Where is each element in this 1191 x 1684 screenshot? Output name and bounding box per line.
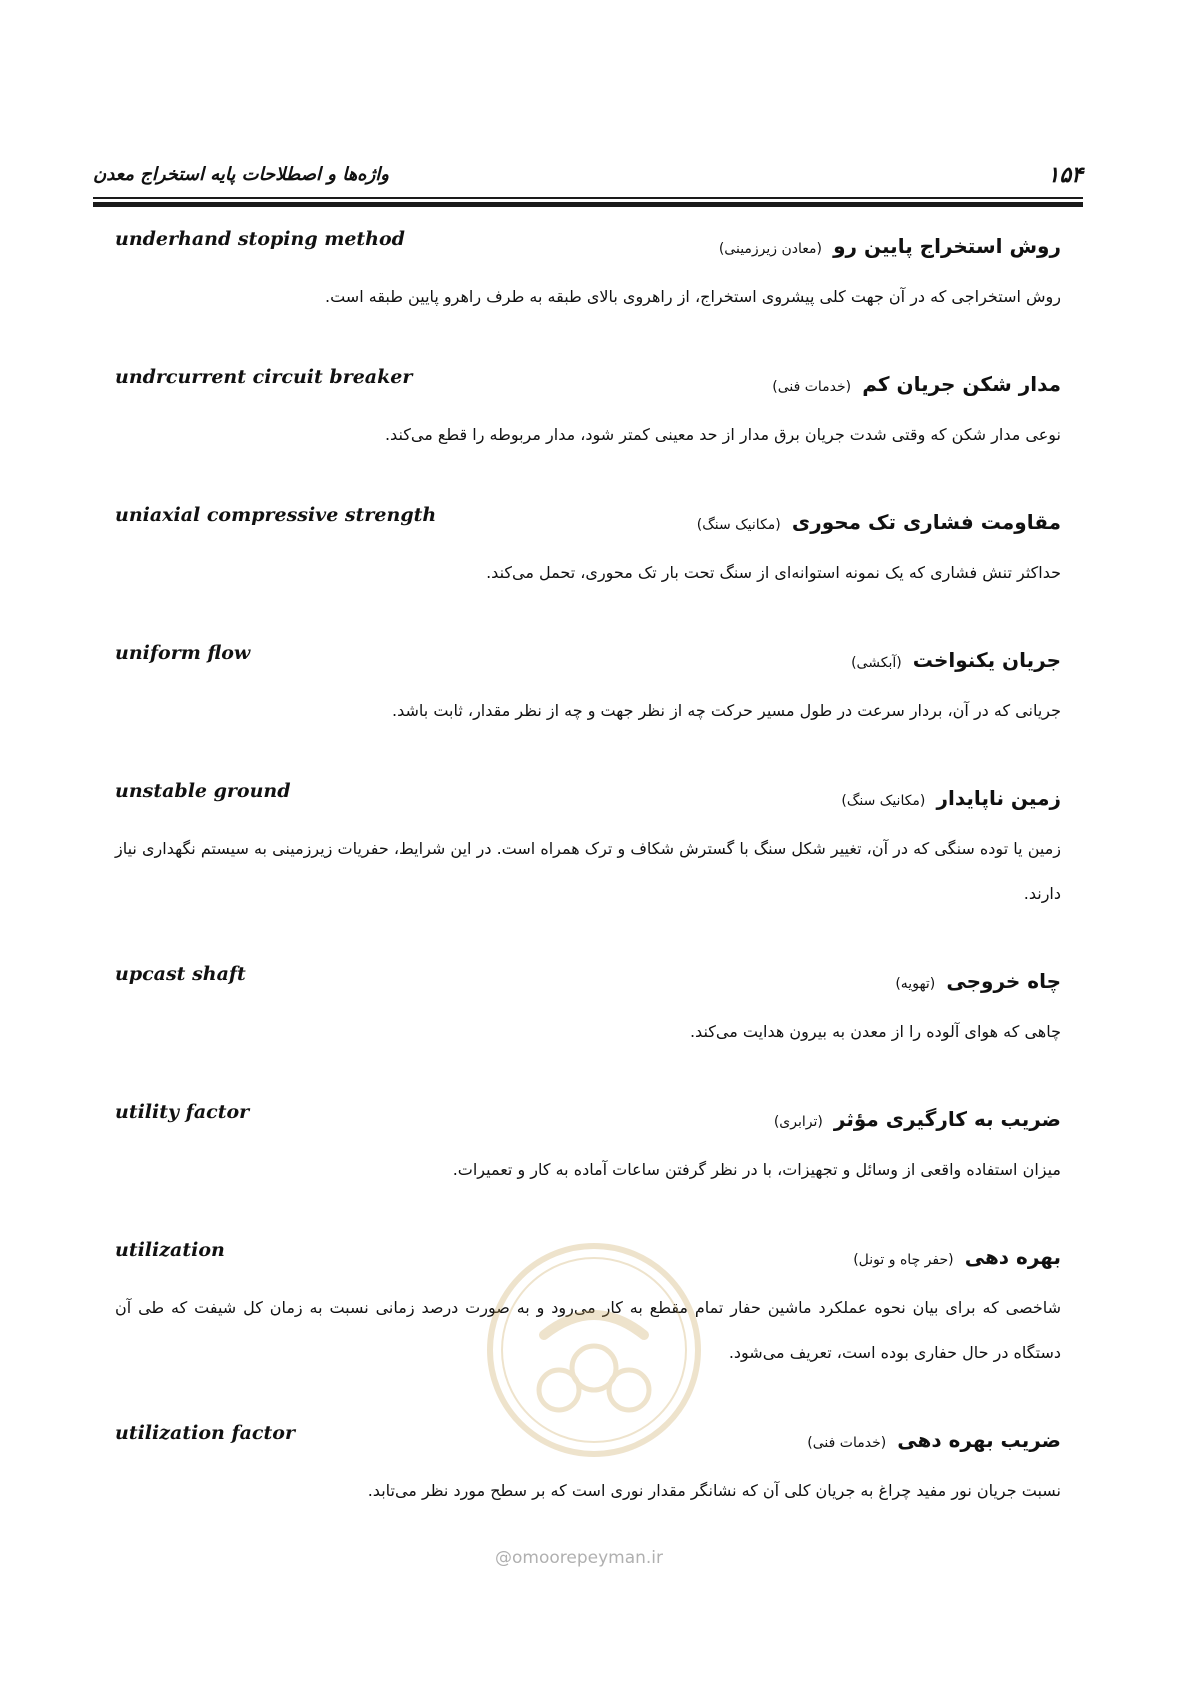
- entry-persian-term: ضریب به کارگیری مؤثر: [833, 1107, 1061, 1131]
- entry-definition: نوعی مدار شکن که وقتی شدت جریان برق مدار از حد معینی کمتر شود، مدار مربوطه را قطع می‌کند.: [384, 425, 1061, 444]
- entry-english-term: uniform flow: [115, 642, 251, 664]
- entry-definition: میزان استفاده واقعی از وسائل و تجهیزات، با در نظر گرفتن ساعات آماده به کار و تعمیرات.: [452, 1160, 1061, 1179]
- entry-english-term: upcast shaft: [115, 963, 246, 985]
- entry-heading: [774, 1107, 1061, 1131]
- entry-english-term: underhand stoping method: [115, 228, 405, 250]
- entry-heading: [853, 1245, 1061, 1269]
- entry-field-label: (تهویه): [895, 976, 936, 992]
- entry-field-label: (حفر چاه و تونل): [853, 1252, 954, 1268]
- entry-persian-term: ضریب بهره دهی: [897, 1428, 1061, 1452]
- page-number: ۱۵۴: [1047, 162, 1083, 188]
- entry-definition: روش استخراجی که در آن جهت کلی پیشروی استخراج، از راهروی بالای طبقه به طرف راهرو پایین طبقه است.: [325, 287, 1061, 306]
- running-title: واژه‌ها و اصطلاحات پایه استخراج معدن: [93, 164, 389, 185]
- entry-definition: جریانی که در آن، بردار سرعت در طول مسیر حرکت چه از نظر جهت و چه از نظر مقدار، ثابت باشد.: [392, 701, 1061, 720]
- entry-definition: حداکثر تنش فشاری که یک نمونه استوانه‌ای از سنگ تحت بار تک محوری، تحمل می‌کند.: [486, 563, 1061, 582]
- entry-heading: [719, 234, 1061, 258]
- entry-persian-term: چاه خروجی: [946, 969, 1061, 993]
- entry-field-label: (معادن زیرزمینی): [718, 241, 823, 257]
- entry-persian-term: بهره دهی: [964, 1245, 1061, 1269]
- entry-heading: [772, 372, 1061, 396]
- entry-field-label: (مکانیک سنگ): [841, 793, 926, 809]
- entry-definition: زمین یا توده سنگی که در آن، تغییر شکل سنگ با گسترش شکاف و ترک همراه است. در این شرایط، حفریات زیرزمینی به سیستم نگهداری نیاز دارند.: [115, 839, 1061, 903]
- entry-english-term: utilization factor: [115, 1422, 295, 1444]
- entry-heading: [697, 510, 1061, 534]
- page-header: [93, 158, 1083, 216]
- entry-persian-term: زمین ناپایدار: [936, 786, 1061, 810]
- entry-heading: [841, 786, 1061, 810]
- entry-definition: شاخصی که برای بیان نحوه عملکرد ماشین حفار تمام مقطع به کار می‌رود و به صورت درصد زمانی نسبت به زمان کل شیفت که طی آن دستگاه در حال حفاری بوده است، تعریف می‌شود.: [115, 1298, 1061, 1362]
- header-rule-thick: [93, 202, 1083, 207]
- header-rule-thin: [93, 197, 1083, 199]
- entry-heading: [895, 969, 1061, 993]
- entry-english-term: unstable ground: [115, 780, 291, 802]
- entry-english-term: utility factor: [115, 1101, 250, 1123]
- watermark-site: @omoorepeyman.ir: [495, 1548, 664, 1568]
- entry-heading: [807, 1428, 1061, 1452]
- watermark-stamp-icon: [484, 1240, 704, 1460]
- entry-english-term: utilization: [115, 1239, 225, 1261]
- entry-field-label: (مکانیک سنگ): [696, 517, 781, 533]
- entry-persian-term: روش استخراج پایین رو: [833, 234, 1061, 258]
- entry-english-term: uniaxial compressive strength: [115, 504, 437, 526]
- entry-field-label: (خدمات فنی): [807, 1435, 887, 1451]
- entry-persian-term: جریان یکنواخت: [912, 648, 1061, 672]
- entry-definition: چاهی که هوای آلوده را از معدن به بیرون هدایت می‌کند.: [689, 1022, 1061, 1041]
- entry-persian-term: مقاومت فشاری تک محوری: [791, 510, 1061, 534]
- entry-field-label: (آبکشی): [851, 655, 902, 671]
- entry-heading: [851, 648, 1061, 672]
- entry-persian-term: مدار شکن جریان کم: [862, 372, 1061, 396]
- entry-field-label: (خدمات فنی): [772, 379, 852, 395]
- entry-field-label: (ترابری): [773, 1114, 823, 1130]
- entry-english-term: undrcurrent circuit breaker: [115, 366, 413, 388]
- entry-definition: نسبت جریان نور مفید چراغ به جریان کلی آن که نشانگر مقدار نوری است که بر سطح مورد نظر می‌تابد.: [367, 1481, 1061, 1500]
